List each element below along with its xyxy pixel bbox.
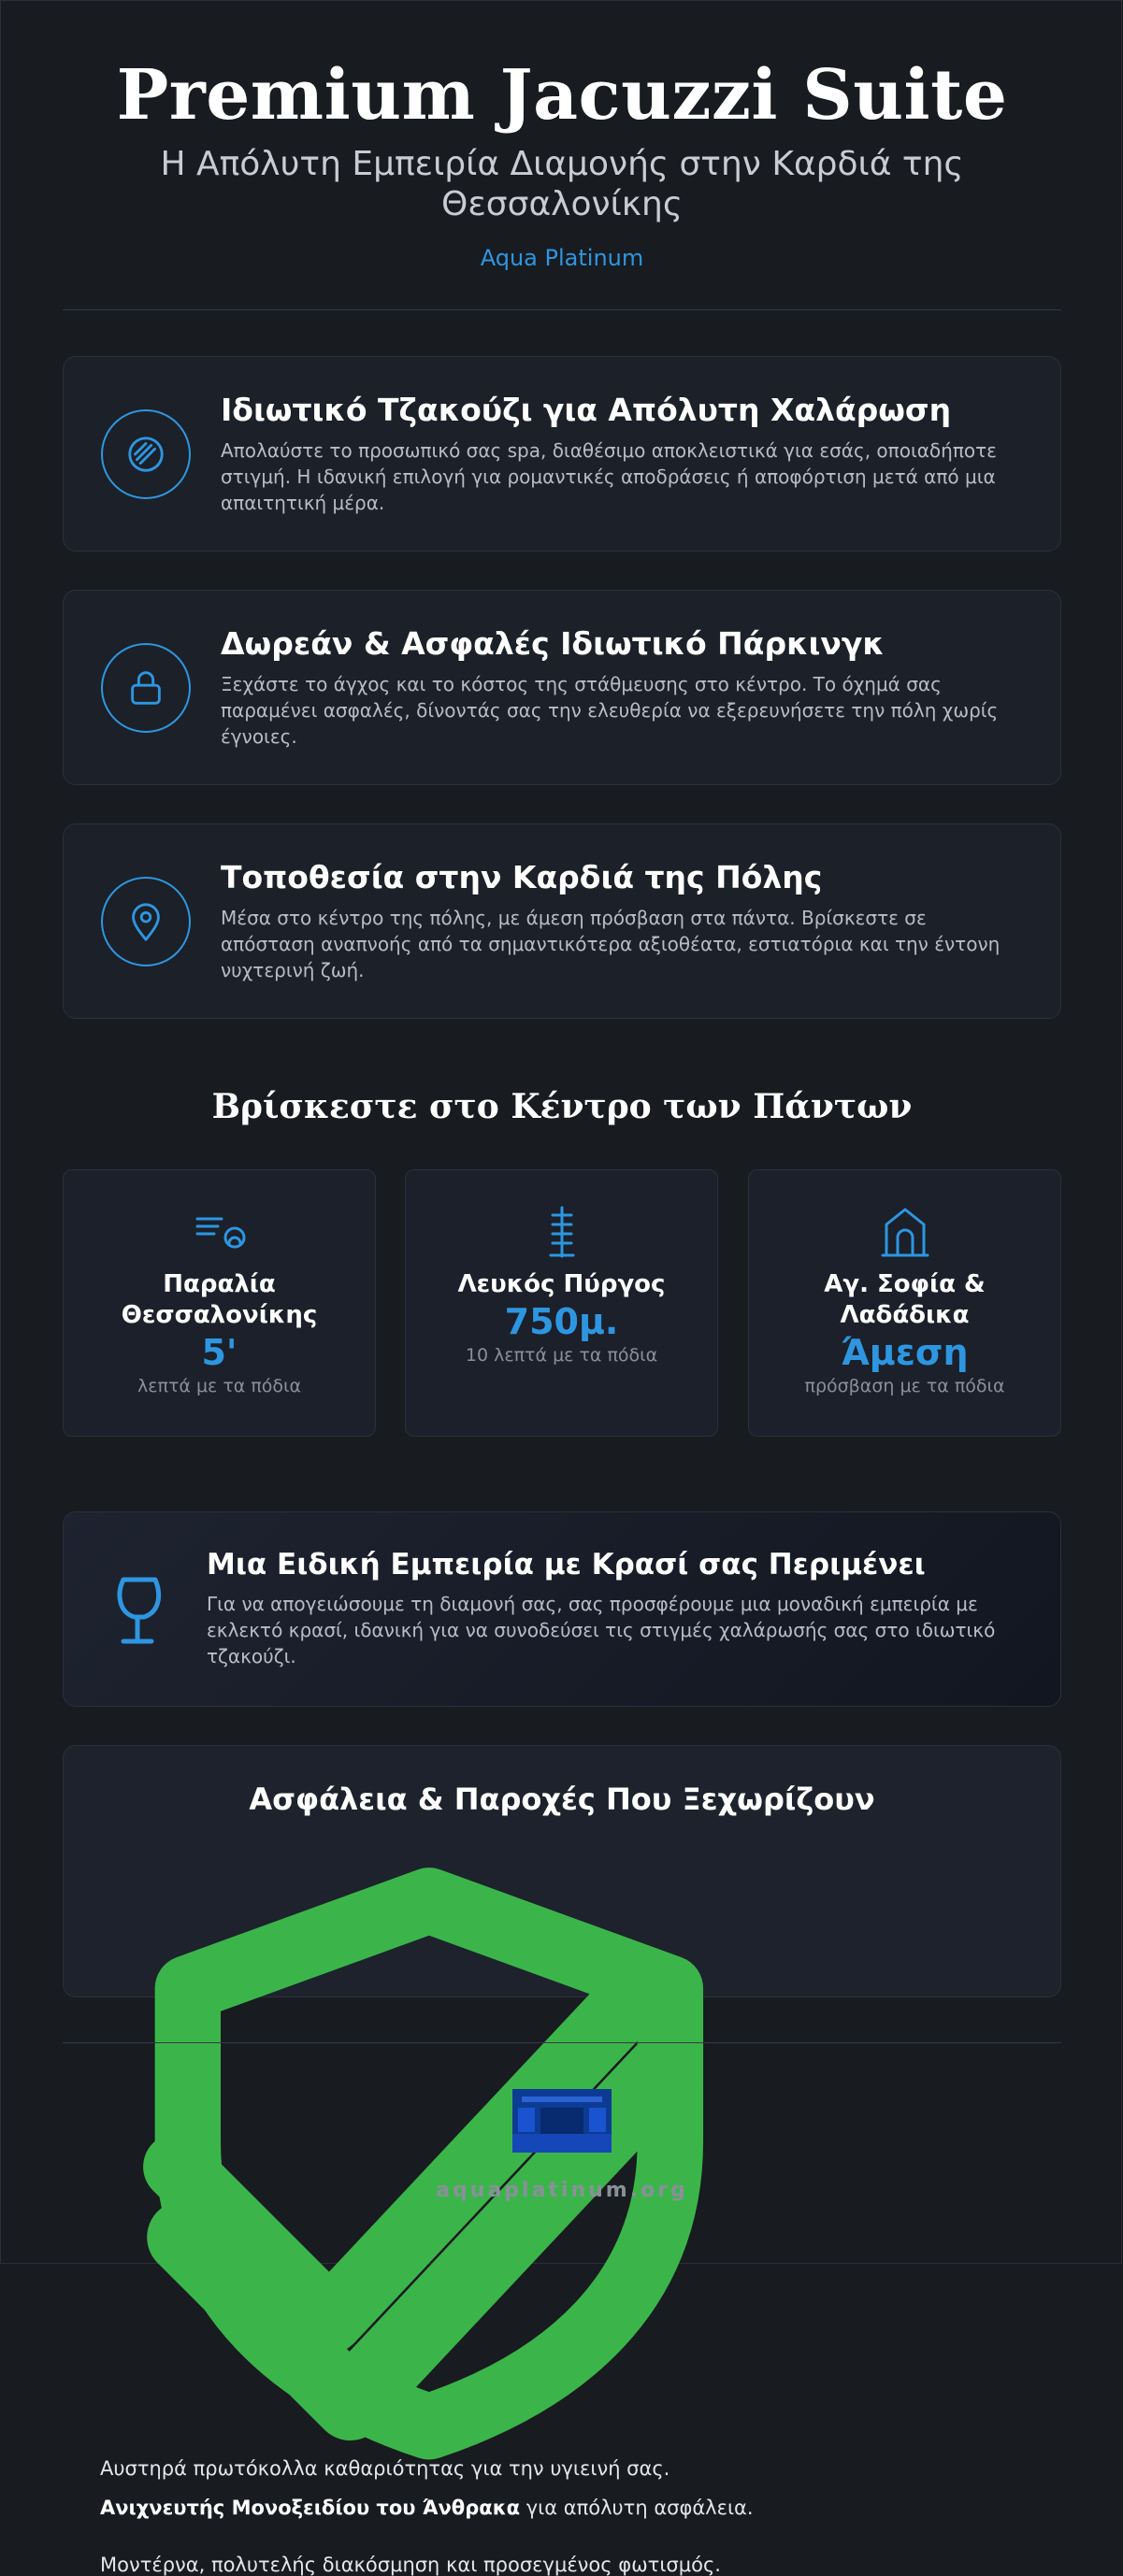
stat-value: Άμεση	[841, 1332, 969, 1373]
safety-item-bold: Ανιχνευτής Μονοξειδίου του Άνθρακα	[100, 2496, 521, 2519]
wine-description: Για να απογειώσουμε τη διαμονή σας, σας προσφέρουμε μια μοναδική εμπειρία με εκλεκτό κρασί, ιδανική για να συνοδεύσει τις στιγμές χαλάρωσής σας στο ιδιωτικό τζακούζι.	[207, 1593, 996, 1667]
page-title: Premium Jacuzzi Suite	[116, 55, 1008, 136]
stat-note: πρόσβαση με τα πόδια	[804, 1376, 1005, 1396]
feature-title: Δωρεάν & Ασφαλές Ιδιωτικό Πάρκινγκ	[221, 625, 885, 662]
stat-card-tower	[405, 1169, 718, 1437]
safety-item	[100, 1925, 726, 2576]
safety-item-text: Αυστηρά πρωτόκολλα καθαριότητας για την υγιεινή σας.	[100, 2457, 670, 2481]
feature-title: Τοποθεσία στην Καρδιά της Πόλης	[221, 859, 823, 895]
lock-icon	[124, 666, 167, 709]
stat-label: Παραλία Θεσσαλονίκης	[121, 1270, 318, 1329]
suite-photo-graphic	[512, 2089, 612, 2153]
icon-ring	[101, 409, 191, 499]
jacuzzi-icon	[124, 433, 167, 476]
safety-title: Ασφάλεια & Παροχές Που Ξεχωρίζουν	[249, 1782, 875, 1817]
checkmark-icon	[100, 1925, 726, 2550]
beach-walk-icon	[194, 1206, 246, 1258]
stat-label: Λευκός Πύργος	[457, 1270, 666, 1298]
feature-title: Ιδιωτικό Τζακούζι για Απόλυτη Χαλάρωση	[221, 392, 952, 428]
footer-website-link[interactable]: aquaplatinum.org	[436, 2179, 688, 2202]
wine-title: Μια Ειδική Εμπειρία με Κρασί σας Περιμένει	[207, 1548, 926, 1581]
feature-description: Απολαύστε το προσωπικό σας spa, διαθέσιμο αποκλειστικά για εσάς, οποιαδήποτε στιγμή. Η ιδανική επιλογή για ρομαντικές αποδράσεις ή αποφόρτιση μετά από μια απαιτητική μέρα.	[221, 439, 997, 514]
feature-card-location	[63, 823, 1061, 1019]
church-icon	[879, 1206, 931, 1258]
safety-item-rest: για απόλυτη ασφάλεια.	[520, 2496, 754, 2519]
stat-label: Αγ. Σοφία & Λαδάδικα	[824, 1270, 986, 1329]
icon-ring	[101, 643, 191, 733]
page-subtitle: Η Απόλυτη Εμπειρία Διαμονής στην Καρδιά της Θεσσαλονίκης	[160, 145, 964, 223]
center-heading: Βρίσκεστε στο Κέντρο των Πάντων	[211, 1087, 913, 1126]
feature-card-jacuzzi	[63, 356, 1061, 551]
page-header	[1, 52, 1123, 271]
feature-description: Ξεχάστε το άγχος και το κόστος της στάθμευσης στο κέντρο. Το όχημά σας παραμένει ασφαλές, δίνοντάς σας την ελευθερία να εξερευνήσετε την πόλη χωρίς έγνοιες.	[221, 673, 999, 748]
feature-card-parking	[63, 590, 1061, 785]
stat-value: 750μ.	[504, 1301, 619, 1342]
feature-description: Μέσα στο κέντρο της πόλης, με άμεση πρόσβαση στα πάντα. Βρίσκεστε σε απόσταση αναπνοής από τα σημαντικότερα αξιοθέατα, εστιατόρια και την έντονη νυχτερινή ζωή.	[221, 907, 1001, 981]
tower-icon	[536, 1206, 588, 1258]
wine-glass-icon	[107, 1574, 168, 1649]
location-pin-icon	[124, 900, 167, 943]
wine-experience-card	[63, 1511, 1061, 1707]
stat-note: 10 λεπτά με τα πόδια	[465, 1345, 658, 1366]
stat-value: 5'	[201, 1332, 238, 1373]
stat-card-landmarks	[748, 1169, 1061, 1437]
brand-name: Aqua Platinum	[480, 245, 644, 271]
stat-note: λεπτά με τα πόδια	[137, 1376, 301, 1396]
safety-item-text: Μοντέρνα, πολυτελής διακόσμηση και προσεγμένος φωτισμός.	[100, 2554, 721, 2576]
divider	[63, 2042, 1061, 2043]
icon-ring	[101, 877, 191, 966]
stat-card-beach	[63, 1169, 376, 1437]
suite-thumbnail-image	[512, 2089, 612, 2153]
divider	[63, 309, 1061, 310]
